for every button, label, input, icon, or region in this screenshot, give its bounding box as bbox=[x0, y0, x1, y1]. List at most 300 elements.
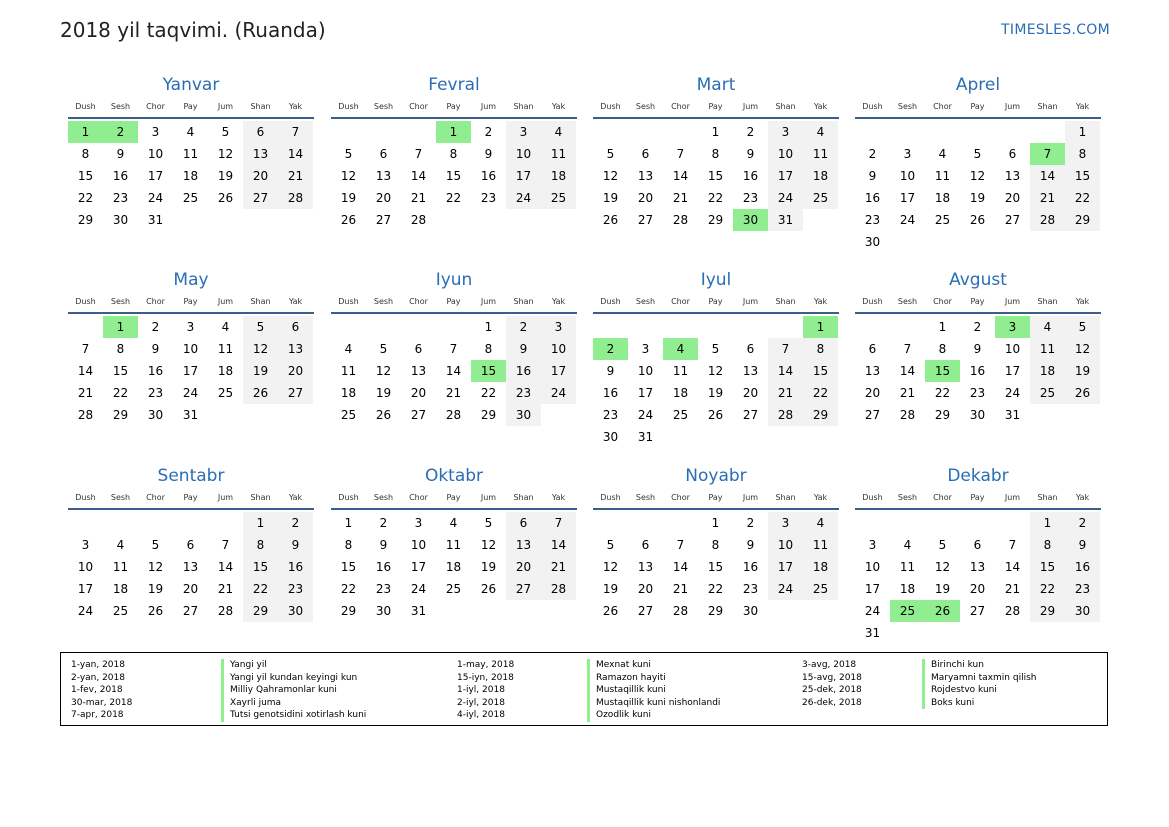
day-cell: 27 bbox=[278, 382, 313, 404]
day-cell: 6 bbox=[973, 538, 982, 552]
day-cell: 23 bbox=[864, 213, 881, 227]
day-cell: 20 bbox=[637, 582, 654, 596]
weekday-label: Shan bbox=[1037, 102, 1058, 111]
day-cell: 20 bbox=[278, 360, 313, 382]
day-cell: 23 bbox=[1065, 578, 1100, 600]
day-cell: 10 bbox=[410, 538, 427, 552]
legend-date: 15-iyn, 2018 bbox=[457, 672, 514, 683]
holiday-day-cell: 15 bbox=[471, 360, 506, 382]
day-cell: 17 bbox=[637, 386, 654, 400]
weekday-label: Yak bbox=[813, 297, 828, 306]
day-cell: 4 bbox=[186, 125, 195, 139]
weekday-label: Yak bbox=[813, 493, 828, 502]
day-cell: 7 bbox=[1008, 538, 1017, 552]
day-cell: 28 bbox=[672, 604, 689, 618]
weekday-label: Shan bbox=[513, 297, 534, 306]
day-cell: 11 bbox=[217, 342, 234, 356]
weekday-label: Shan bbox=[250, 297, 271, 306]
day-cell: 22 bbox=[803, 382, 838, 404]
month-name: Iyun bbox=[435, 270, 473, 290]
day-cell: 9 bbox=[1065, 534, 1100, 556]
day-cell: 27 bbox=[410, 408, 427, 422]
day-cell: 1 bbox=[711, 125, 720, 139]
month-name: Aprel bbox=[955, 75, 1001, 95]
day-cell: 24 bbox=[541, 382, 576, 404]
day-cell: 16 bbox=[480, 169, 497, 183]
weekday-label: Sesh bbox=[110, 493, 131, 502]
holiday-day-cell: 4 bbox=[663, 338, 698, 360]
day-cell: 6 bbox=[414, 342, 423, 356]
day-cell: 27 bbox=[742, 408, 759, 422]
month-block bbox=[68, 465, 314, 642]
day-cell: 18 bbox=[803, 556, 838, 578]
day-cell: 23 bbox=[480, 191, 497, 205]
day-grid bbox=[593, 510, 838, 642]
day-cell: 29 bbox=[243, 600, 278, 622]
day-cell: 10 bbox=[541, 338, 576, 360]
month-block bbox=[68, 269, 314, 446]
weekday-label: Pay bbox=[970, 297, 985, 306]
day-cell: 5 bbox=[221, 125, 230, 139]
weekday-header bbox=[855, 100, 1101, 114]
weekday-label: Chor bbox=[933, 493, 952, 502]
day-cell: 30 bbox=[375, 604, 392, 618]
day-cell: 13 bbox=[742, 364, 759, 378]
weekday-label: Jum bbox=[480, 102, 497, 111]
day-cell: 9 bbox=[484, 147, 493, 161]
month-name: Avgust bbox=[949, 270, 1007, 290]
day-cell: 6 bbox=[278, 316, 313, 338]
holiday-day-cell: 25 bbox=[890, 600, 925, 622]
weekday-label: Jum bbox=[217, 102, 234, 111]
day-cell: 13 bbox=[637, 560, 654, 574]
day-cell: 29 bbox=[1065, 209, 1100, 231]
weekday-header bbox=[68, 295, 314, 309]
day-cell: 25 bbox=[803, 578, 838, 600]
day-cell: 21 bbox=[410, 191, 427, 205]
weekday-label: Sesh bbox=[635, 297, 656, 306]
page-title: 2018 yil taqvimi. (Ruanda) bbox=[60, 18, 326, 42]
day-cell: 5 bbox=[973, 147, 982, 161]
day-cell: 13 bbox=[637, 169, 654, 183]
day-cell: 8 bbox=[449, 147, 458, 161]
weekday-label: Sesh bbox=[373, 102, 394, 111]
month-name: Mart bbox=[696, 75, 736, 95]
day-cell: 8 bbox=[711, 147, 720, 161]
weekday-header bbox=[593, 100, 839, 114]
day-cell: 10 bbox=[768, 143, 803, 165]
day-cell: 6 bbox=[186, 538, 195, 552]
day-cell: 15 bbox=[1030, 556, 1065, 578]
brand-link[interactable]: TIMESLES.COM bbox=[1001, 22, 1110, 38]
month-name: Fevral bbox=[428, 75, 480, 95]
day-cell: 13 bbox=[375, 169, 392, 183]
day-cell: 16 bbox=[969, 364, 986, 378]
day-cell: 8 bbox=[938, 342, 947, 356]
legend-date: 30-mar, 2018 bbox=[71, 697, 133, 708]
day-cell: 19 bbox=[147, 582, 164, 596]
day-cell: 24 bbox=[147, 191, 164, 205]
weekday-label: Sesh bbox=[635, 102, 656, 111]
day-cell: 24 bbox=[77, 604, 94, 618]
weekday-label: Jum bbox=[742, 493, 759, 502]
legend-date: 1-yan, 2018 bbox=[71, 660, 125, 670]
day-cell: 12 bbox=[969, 169, 986, 183]
day-cell: 17 bbox=[1004, 364, 1021, 378]
day-cell: 18 bbox=[672, 386, 689, 400]
day-cell: 25 bbox=[340, 408, 357, 422]
day-cell: 1 bbox=[711, 516, 720, 530]
day-cell: 15 bbox=[243, 556, 278, 578]
weekday-label: Chor bbox=[409, 297, 428, 306]
day-cell: 11 bbox=[899, 560, 916, 574]
month-block bbox=[331, 269, 577, 446]
day-cell: 22 bbox=[77, 191, 94, 205]
day-cell: 30 bbox=[602, 430, 619, 444]
day-cell: 24 bbox=[637, 408, 654, 422]
day-cell: 19 bbox=[340, 191, 357, 205]
legend-holiday-name: Yangi yil bbox=[221, 659, 267, 672]
day-cell: 11 bbox=[803, 143, 838, 165]
legend-holiday-name: Tutsi genotsidini xotirlash kuni bbox=[221, 709, 366, 722]
day-cell: 14 bbox=[1030, 165, 1065, 187]
day-cell: 10 bbox=[637, 364, 654, 378]
weekday-label: Jum bbox=[217, 493, 234, 502]
day-cell: 20 bbox=[243, 165, 278, 187]
weekday-label: Chor bbox=[146, 493, 165, 502]
day-cell: 5 bbox=[379, 342, 388, 356]
day-cell: 18 bbox=[1030, 360, 1065, 382]
day-cell: 17 bbox=[864, 582, 881, 596]
weekday-label: Dush bbox=[75, 102, 96, 111]
day-grid bbox=[68, 314, 313, 446]
day-cell: 2 bbox=[1065, 512, 1100, 534]
weekday-label: Shan bbox=[775, 493, 796, 502]
day-cell: 8 bbox=[116, 342, 125, 356]
weekday-label: Dush bbox=[338, 102, 359, 111]
day-cell: 16 bbox=[742, 169, 759, 183]
day-cell: 4 bbox=[803, 121, 838, 143]
holiday-day-cell: 3 bbox=[995, 316, 1030, 338]
weekday-label: Jum bbox=[742, 297, 759, 306]
day-cell: 18 bbox=[182, 169, 199, 183]
day-cell: 26 bbox=[602, 213, 619, 227]
legend-date: 7-apr, 2018 bbox=[71, 710, 124, 720]
day-cell: 5 bbox=[151, 538, 160, 552]
day-cell: 23 bbox=[742, 582, 759, 596]
day-cell: 5 bbox=[606, 147, 615, 161]
day-cell: 29 bbox=[707, 604, 724, 618]
day-cell: 27 bbox=[1004, 213, 1021, 227]
day-cell: 22 bbox=[934, 386, 951, 400]
day-cell: 14 bbox=[410, 169, 427, 183]
day-cell: 3 bbox=[541, 316, 576, 338]
day-cell: 6 bbox=[243, 121, 278, 143]
day-cell: 1 bbox=[1030, 512, 1065, 534]
day-cell: 29 bbox=[707, 213, 724, 227]
day-cell: 12 bbox=[340, 169, 357, 183]
weekday-label: Chor bbox=[146, 297, 165, 306]
day-cell: 20 bbox=[864, 386, 881, 400]
day-cell: 25 bbox=[1030, 382, 1065, 404]
weekday-label: Pay bbox=[446, 297, 461, 306]
day-cell: 9 bbox=[746, 538, 755, 552]
day-cell: 6 bbox=[746, 342, 755, 356]
day-cell: 4 bbox=[541, 121, 576, 143]
day-cell: 19 bbox=[375, 386, 392, 400]
day-cell: 23 bbox=[602, 408, 619, 422]
day-cell: 2 bbox=[506, 316, 541, 338]
legend-holiday-name: Milliy Qahramonlar kuni bbox=[221, 684, 337, 697]
weekday-label: Dush bbox=[600, 297, 621, 306]
day-cell: 30 bbox=[969, 408, 986, 422]
weekday-label: Yak bbox=[288, 102, 303, 111]
day-cell: 9 bbox=[116, 147, 125, 161]
day-cell: 14 bbox=[672, 560, 689, 574]
day-cell: 30 bbox=[1065, 600, 1100, 622]
day-cell: 25 bbox=[672, 408, 689, 422]
day-cell: 14 bbox=[672, 169, 689, 183]
holiday-day-cell: 15 bbox=[925, 360, 960, 382]
month-block bbox=[331, 465, 577, 642]
weekday-label: Dush bbox=[600, 493, 621, 502]
day-cell: 29 bbox=[480, 408, 497, 422]
day-cell: 26 bbox=[707, 408, 724, 422]
day-cell: 22 bbox=[340, 582, 357, 596]
day-cell: 2 bbox=[151, 320, 160, 334]
weekday-label: Jum bbox=[1004, 297, 1021, 306]
day-cell: 14 bbox=[278, 143, 313, 165]
day-cell: 3 bbox=[903, 147, 912, 161]
day-cell: 27 bbox=[969, 604, 986, 618]
month-block bbox=[855, 269, 1101, 446]
day-cell: 30 bbox=[864, 235, 881, 249]
day-cell: 10 bbox=[768, 534, 803, 556]
day-cell: 4 bbox=[803, 512, 838, 534]
day-cell: 18 bbox=[112, 582, 129, 596]
holiday-day-cell: 2 bbox=[103, 121, 138, 143]
weekday-label: Shan bbox=[513, 493, 534, 502]
day-cell: 3 bbox=[151, 125, 160, 139]
day-cell: 28 bbox=[899, 408, 916, 422]
weekday-label: Chor bbox=[671, 102, 690, 111]
month-name: Oktabr bbox=[424, 466, 484, 486]
day-cell: 7 bbox=[81, 342, 90, 356]
holiday-day-cell: 1 bbox=[68, 121, 103, 143]
day-cell: 14 bbox=[77, 364, 94, 378]
day-cell: 17 bbox=[410, 560, 427, 574]
day-cell: 7 bbox=[676, 538, 685, 552]
legend-holiday-name: Ozodlik kuni bbox=[587, 709, 651, 722]
day-cell: 20 bbox=[506, 556, 541, 578]
day-cell: 9 bbox=[379, 538, 388, 552]
weekday-label: Sesh bbox=[897, 102, 918, 111]
day-cell: 6 bbox=[641, 147, 650, 161]
day-cell: 9 bbox=[973, 342, 982, 356]
day-grid bbox=[855, 314, 1100, 446]
day-cell: 19 bbox=[602, 582, 619, 596]
day-cell: 15 bbox=[707, 169, 724, 183]
weekday-label: Dush bbox=[862, 493, 883, 502]
holiday-day-cell: 2 bbox=[593, 338, 628, 360]
day-cell: 11 bbox=[672, 364, 689, 378]
weekday-header bbox=[855, 491, 1101, 505]
weekday-header bbox=[68, 100, 314, 114]
day-cell: 26 bbox=[340, 213, 357, 227]
day-cell: 12 bbox=[375, 364, 392, 378]
weekday-label: Jum bbox=[480, 297, 497, 306]
day-cell: 12 bbox=[1065, 338, 1100, 360]
day-cell: 18 bbox=[803, 165, 838, 187]
day-cell: 7 bbox=[903, 342, 912, 356]
day-cell: 21 bbox=[672, 191, 689, 205]
weekday-label: Shan bbox=[775, 102, 796, 111]
weekday-label: Yak bbox=[1075, 102, 1090, 111]
day-cell: 21 bbox=[217, 582, 234, 596]
month-name: Sentabr bbox=[157, 466, 225, 486]
day-cell: 1 bbox=[1065, 121, 1100, 143]
weekday-label: Jum bbox=[1004, 493, 1021, 502]
day-cell: 14 bbox=[768, 360, 803, 382]
day-cell: 26 bbox=[969, 213, 986, 227]
day-grid bbox=[855, 119, 1100, 251]
weekday-label: Sesh bbox=[897, 297, 918, 306]
day-cell: 22 bbox=[1065, 187, 1100, 209]
day-cell: 22 bbox=[112, 386, 129, 400]
day-cell: 31 bbox=[768, 209, 803, 231]
weekday-label: Pay bbox=[183, 297, 198, 306]
day-cell: 31 bbox=[147, 213, 164, 227]
day-cell: 31 bbox=[410, 604, 427, 618]
day-cell: 17 bbox=[77, 582, 94, 596]
day-cell: 22 bbox=[707, 582, 724, 596]
day-cell: 4 bbox=[938, 147, 947, 161]
day-cell: 26 bbox=[217, 191, 234, 205]
day-cell: 16 bbox=[1065, 556, 1100, 578]
day-cell: 27 bbox=[864, 408, 881, 422]
day-cell: 29 bbox=[803, 404, 838, 426]
weekday-label: Pay bbox=[970, 493, 985, 502]
day-grid bbox=[68, 510, 313, 642]
month-block bbox=[593, 74, 839, 251]
day-cell: 13 bbox=[1004, 169, 1021, 183]
day-cell: 24 bbox=[1004, 386, 1021, 400]
day-cell: 5 bbox=[606, 538, 615, 552]
day-cell: 21 bbox=[672, 582, 689, 596]
legend-date: 2-yan, 2018 bbox=[71, 672, 125, 683]
legend-holiday-name: Ramazon hayiti bbox=[587, 672, 666, 685]
day-cell: 11 bbox=[541, 143, 576, 165]
weekday-label: Sesh bbox=[110, 102, 131, 111]
day-cell: 30 bbox=[112, 213, 129, 227]
month-block bbox=[331, 74, 577, 251]
day-cell: 26 bbox=[480, 582, 497, 596]
day-cell: 11 bbox=[112, 560, 129, 574]
day-cell: 13 bbox=[243, 143, 278, 165]
day-cell: 31 bbox=[182, 408, 199, 422]
day-cell: 21 bbox=[77, 386, 94, 400]
day-cell: 15 bbox=[1065, 165, 1100, 187]
day-cell: 24 bbox=[410, 582, 427, 596]
day-cell: 25 bbox=[541, 187, 576, 209]
day-cell: 10 bbox=[147, 147, 164, 161]
day-grid bbox=[68, 119, 313, 251]
month-block bbox=[593, 465, 839, 642]
day-cell: 3 bbox=[868, 538, 877, 552]
day-cell: 23 bbox=[969, 386, 986, 400]
day-cell: 7 bbox=[676, 147, 685, 161]
day-cell: 31 bbox=[864, 626, 881, 640]
holiday-day-cell: 1 bbox=[103, 316, 138, 338]
weekday-label: Dush bbox=[338, 493, 359, 502]
day-cell: 16 bbox=[742, 560, 759, 574]
day-cell: 8 bbox=[484, 342, 493, 356]
day-cell: 21 bbox=[445, 386, 462, 400]
day-cell: 31 bbox=[1004, 408, 1021, 422]
weekday-label: Shan bbox=[513, 102, 534, 111]
day-cell: 30 bbox=[742, 604, 759, 618]
day-cell: 18 bbox=[340, 386, 357, 400]
weekday-label: Sesh bbox=[373, 297, 394, 306]
day-cell: 26 bbox=[1065, 382, 1100, 404]
day-cell: 20 bbox=[969, 582, 986, 596]
weekday-label: Chor bbox=[671, 297, 690, 306]
weekday-label: Pay bbox=[708, 493, 723, 502]
day-cell: 14 bbox=[541, 534, 576, 556]
day-cell: 6 bbox=[868, 342, 877, 356]
day-cell: 10 bbox=[182, 342, 199, 356]
day-cell: 21 bbox=[541, 556, 576, 578]
weekday-header bbox=[331, 491, 577, 505]
weekday-header bbox=[331, 100, 577, 114]
weekday-label: Dush bbox=[75, 297, 96, 306]
day-cell: 18 bbox=[445, 560, 462, 574]
day-cell: 6 bbox=[1008, 147, 1017, 161]
weekday-label: Yak bbox=[551, 102, 566, 111]
day-cell: 24 bbox=[506, 187, 541, 209]
weekday-label: Chor bbox=[671, 493, 690, 502]
day-grid bbox=[593, 314, 838, 446]
day-cell: 5 bbox=[938, 538, 947, 552]
day-cell: 30 bbox=[278, 600, 313, 622]
weekday-label: Chor bbox=[933, 297, 952, 306]
legend-date: 15-avg, 2018 bbox=[802, 672, 862, 683]
day-cell: 4 bbox=[344, 342, 353, 356]
day-cell: 28 bbox=[445, 408, 462, 422]
day-cell: 12 bbox=[707, 364, 724, 378]
holiday-day-cell: 1 bbox=[803, 316, 838, 338]
weekday-header bbox=[593, 491, 839, 505]
weekday-label: Dush bbox=[338, 297, 359, 306]
day-cell: 10 bbox=[899, 169, 916, 183]
weekday-label: Pay bbox=[446, 102, 461, 111]
day-cell: 3 bbox=[186, 320, 195, 334]
day-cell: 23 bbox=[742, 191, 759, 205]
holiday-day-cell: 7 bbox=[1030, 143, 1065, 165]
day-cell: 25 bbox=[445, 582, 462, 596]
day-cell: 20 bbox=[742, 386, 759, 400]
legend-holiday-name: Boks kuni bbox=[922, 697, 974, 710]
day-cell: 16 bbox=[278, 556, 313, 578]
day-cell: 26 bbox=[375, 408, 392, 422]
day-cell: 19 bbox=[602, 191, 619, 205]
weekday-label: Yak bbox=[1075, 297, 1090, 306]
day-cell: 24 bbox=[768, 578, 803, 600]
day-cell: 23 bbox=[506, 382, 541, 404]
day-cell: 3 bbox=[768, 121, 803, 143]
day-cell: 18 bbox=[217, 364, 234, 378]
day-cell: 20 bbox=[637, 191, 654, 205]
